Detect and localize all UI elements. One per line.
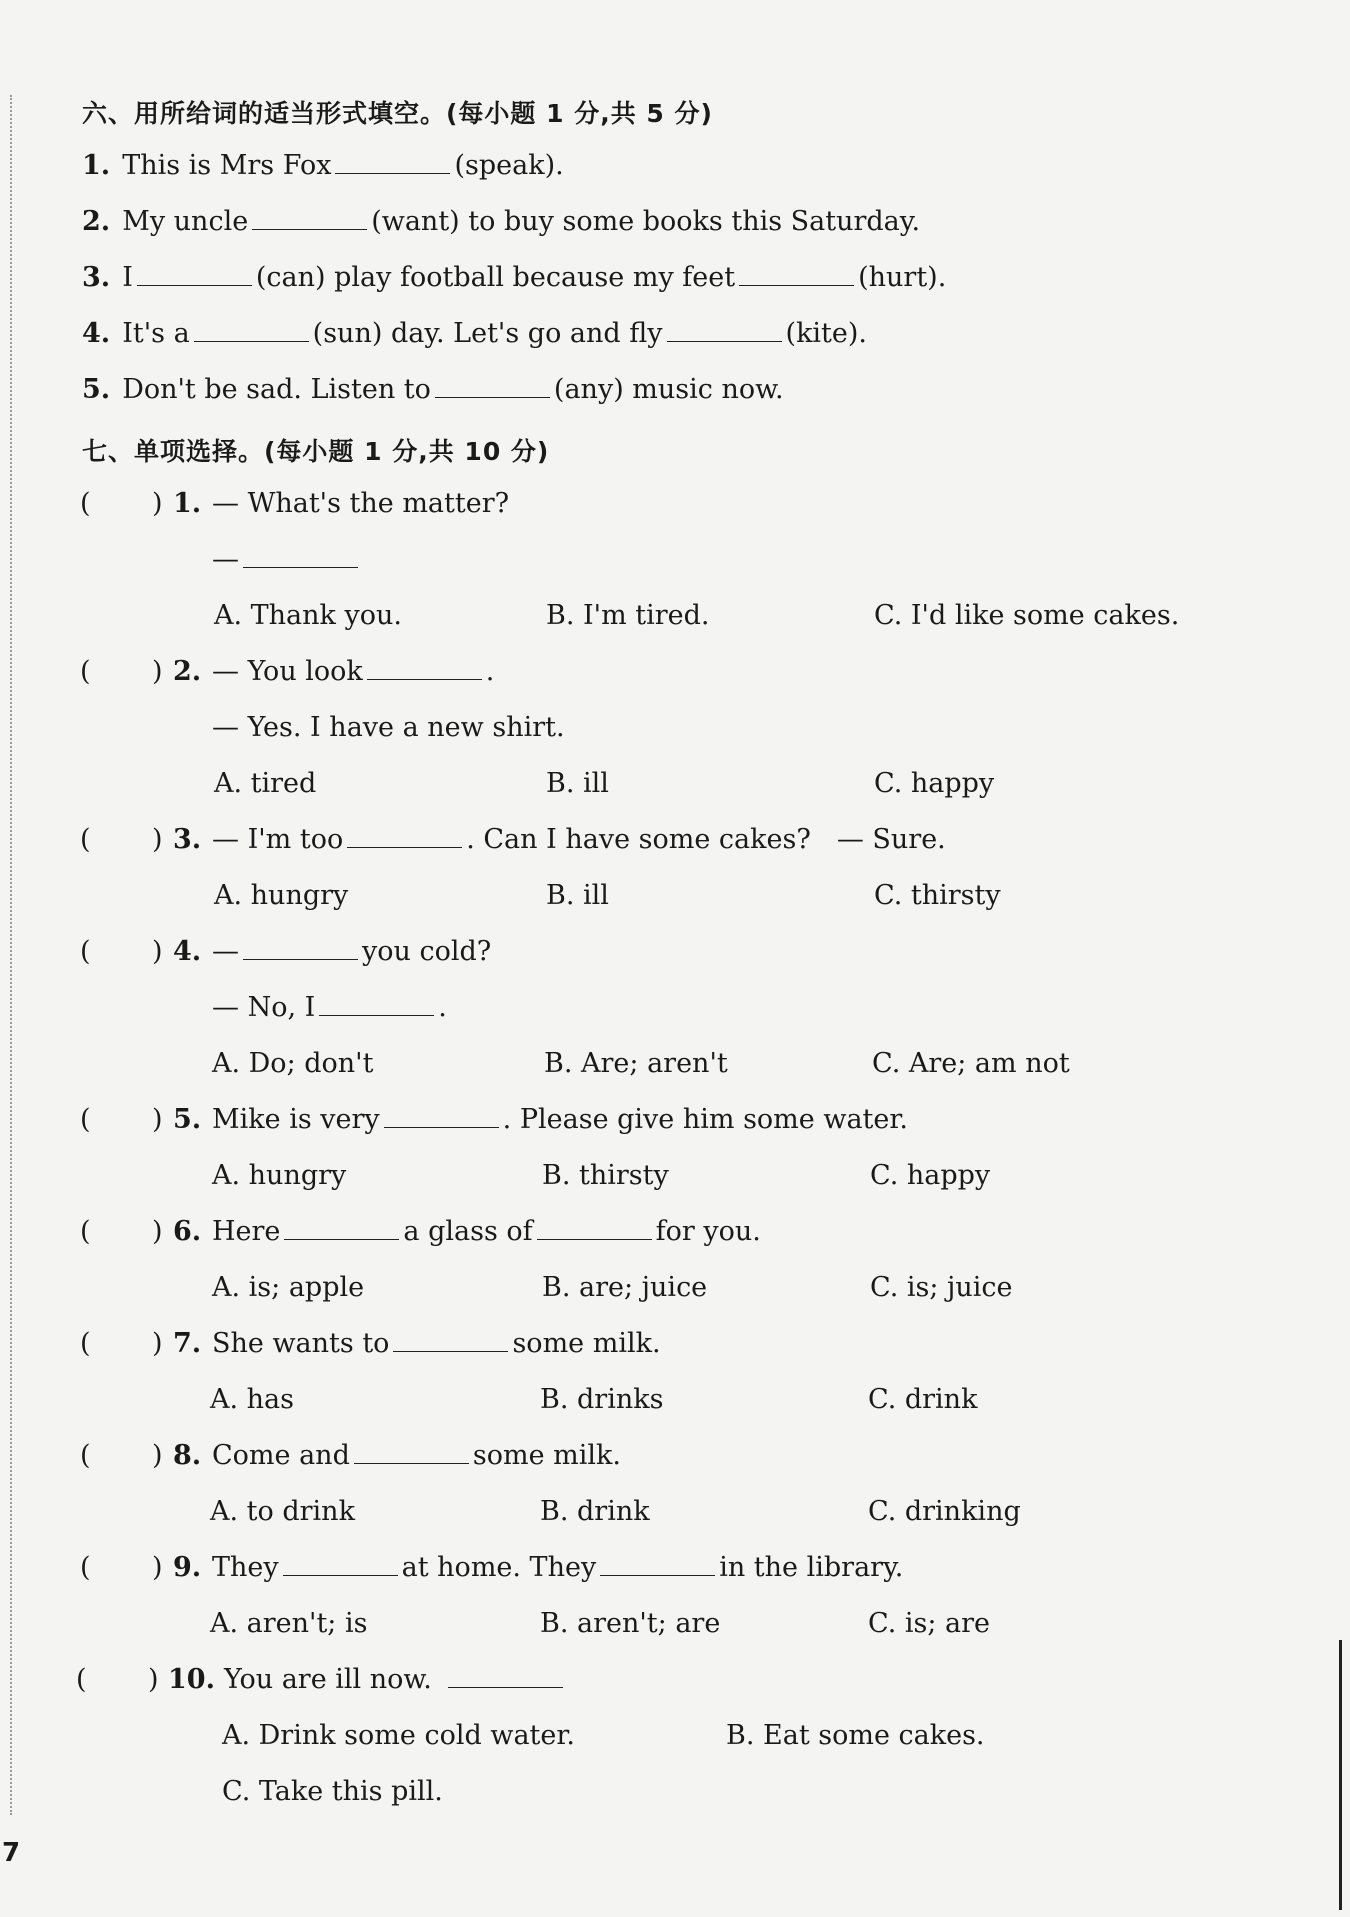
q1-text: — What's the matter? [212,488,510,519]
q8-text: Come and some milk. [212,1440,621,1471]
q7-option-a[interactable]: A. has [210,1384,295,1415]
answer-blank[interactable] [335,151,450,174]
answer-blank[interactable] [243,545,358,568]
q2-option-a[interactable]: A. tired [214,768,317,799]
answer-blank[interactable] [137,263,252,286]
q4-option-b[interactable]: B. Are; aren't [544,1048,728,1079]
q2-option-b[interactable]: B. ill [546,768,609,799]
q6-option-b[interactable]: B. are; juice [542,1272,708,1303]
answer-paren[interactable]: ( ) 5. [80,1104,202,1135]
answer-blank[interactable] [600,1553,715,1576]
q9-option-a[interactable]: A. aren't; is [210,1608,368,1639]
s6-item-2: 2. My uncle (want) to buy some books this Saturday. [82,206,921,237]
s6-item-1: 1. This is Mrs Fox (speak). [82,150,564,181]
answer-paren[interactable]: ( ) 1. [80,488,202,519]
q4-option-c[interactable]: C. Are; am not [872,1048,1070,1079]
q4-text: — you cold? [212,936,492,967]
q3-text: — I'm too . Can I have some cakes? — Sure. [212,824,946,855]
answer-blank[interactable] [319,993,434,1016]
q7-option-b[interactable]: B. drinks [540,1384,664,1415]
answer-blank[interactable] [243,937,358,960]
q4-reply: — No, I . [212,992,447,1023]
q9-option-c[interactable]: C. is; are [868,1608,991,1639]
answer-blank[interactable] [354,1441,469,1464]
q3-option-b[interactable]: B. ill [546,880,609,911]
q6-text: Here a glass of for you. [212,1216,761,1247]
q1-option-c[interactable]: C. I'd like some cakes. [874,600,1180,631]
answer-blank[interactable] [393,1329,508,1352]
q1-option-a[interactable]: A. Thank you. [214,600,402,631]
q8-option-a[interactable]: A. to drink [210,1496,355,1527]
answer-blank[interactable] [194,319,309,342]
binding-dotted-line [10,95,12,1815]
answer-paren[interactable]: ( ) 10. [76,1664,215,1695]
answer-paren[interactable]: ( ) 9. [80,1552,202,1583]
answer-paren[interactable]: ( ) 6. [80,1216,202,1247]
answer-paren[interactable]: ( ) 3. [80,824,202,855]
q9-option-b[interactable]: B. aren't; are [540,1608,721,1639]
q2-reply: — Yes. I have a new shirt. [212,712,565,743]
q8-option-b[interactable]: B. drink [540,1496,650,1527]
q7-text: She wants to some milk. [212,1328,661,1359]
answer-blank[interactable] [252,207,367,230]
q3-option-c[interactable]: C. thirsty [874,880,1001,911]
answer-blank[interactable] [347,825,462,848]
q4-option-a[interactable]: A. Do; don't [212,1048,374,1079]
section6-title: 六、用所给词的适当形式填空。(每小题 1 分,共 5 分) [82,99,713,128]
answer-paren[interactable]: ( ) 2. [80,656,202,687]
section7-title: 七、单项选择。(每小题 1 分,共 10 分) [82,437,550,466]
answer-blank[interactable] [384,1105,499,1128]
q1-reply: — [212,544,362,575]
q5-option-b[interactable]: B. thirsty [542,1160,669,1191]
answer-blank[interactable] [284,1217,399,1240]
answer-blank[interactable] [667,319,782,342]
q5-text: Mike is very . Please give him some water. [212,1104,908,1135]
page-number: 7 [2,1838,21,1868]
answer-blank[interactable] [367,657,482,680]
s6-item-4: 4. It's a (sun) day. Let's go and fly (kite). [82,318,868,349]
answer-blank[interactable] [448,1665,563,1688]
q2-text: — You look . [212,656,495,687]
q1-option-b[interactable]: B. I'm tired. [546,600,710,631]
answer-paren[interactable]: ( ) 8. [80,1440,202,1471]
s6-item-5: 5. Don't be sad. Listen to (any) music now. [82,374,784,405]
q7-option-c[interactable]: C. drink [868,1384,978,1415]
q10-text: You are ill now. [224,1664,567,1695]
q6-option-c[interactable]: C. is; juice [870,1272,1013,1303]
q5-option-a[interactable]: A. hungry [212,1160,347,1191]
q9-text: They at home. They in the library. [212,1552,904,1583]
answer-paren[interactable]: ( ) 4. [80,936,202,967]
q10-option-a[interactable]: A. Drink some cold water. [222,1720,575,1751]
answer-blank[interactable] [435,375,550,398]
q2-option-c[interactable]: C. happy [874,768,995,799]
answer-paren[interactable]: ( ) 7. [80,1328,202,1359]
q10-option-b[interactable]: B. Eat some cakes. [726,1720,985,1751]
answer-blank[interactable] [283,1553,398,1576]
s6-item-3: 3. I (can) play football because my feet (hurt). [82,262,947,293]
q5-option-c[interactable]: C. happy [870,1160,991,1191]
q3-option-a[interactable]: A. hungry [214,880,349,911]
q8-option-c[interactable]: C. drinking [868,1496,1021,1527]
answer-blank[interactable] [739,263,854,286]
q6-option-a[interactable]: A. is; apple [212,1272,365,1303]
q10-option-c[interactable]: C. Take this pill. [222,1776,443,1807]
answer-blank[interactable] [537,1217,652,1240]
page-edge-line [1339,1640,1342,1910]
